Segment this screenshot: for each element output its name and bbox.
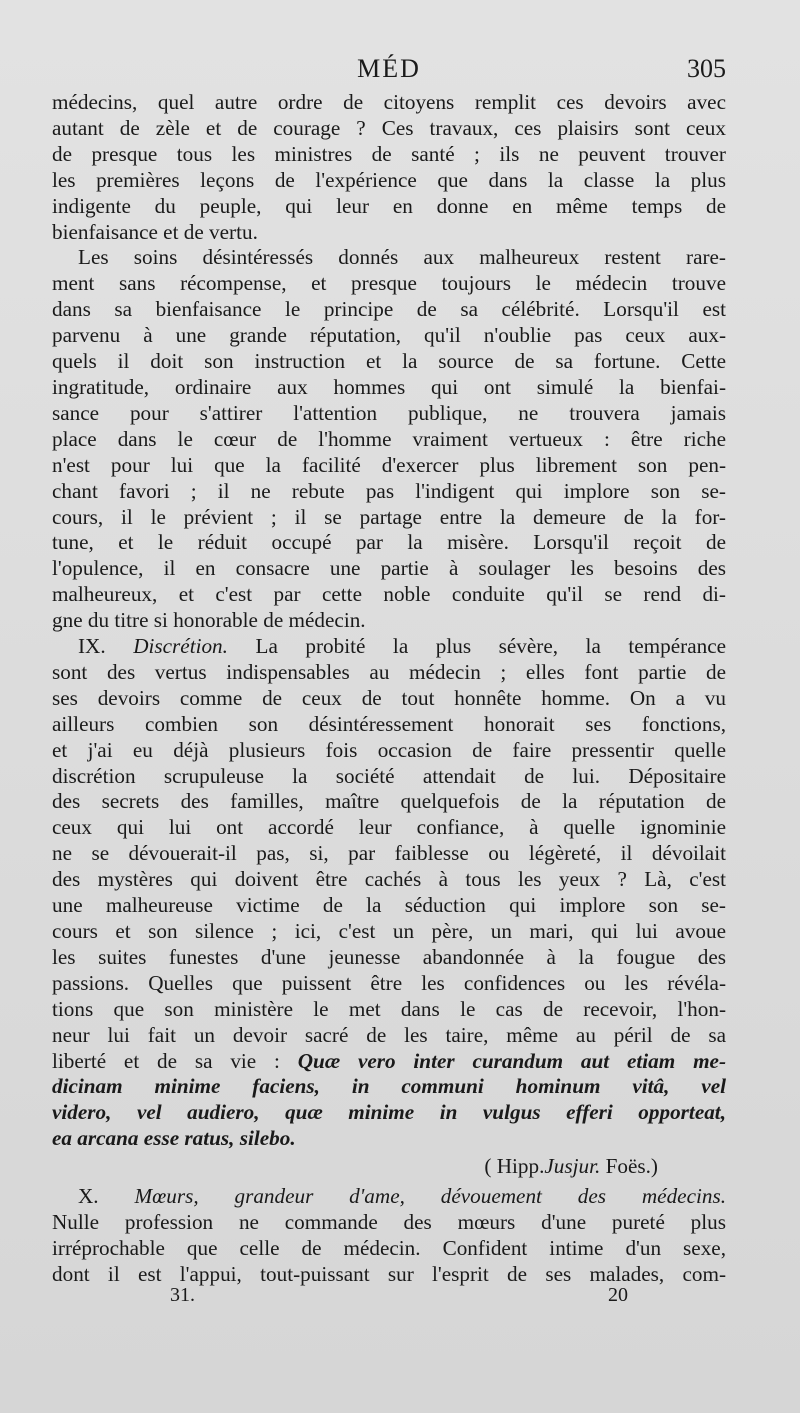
paragraph-continuation xyxy=(52,90,726,245)
text-line: l'opulence, il en consacre une partie à soulager les besoins des xyxy=(52,556,726,581)
latin-quote-line: dicinam minime faciens, in communi hominum vitâ, vel xyxy=(52,1074,726,1099)
citation-close: Foës.) xyxy=(605,1154,658,1179)
citation-work: Jusjur. xyxy=(544,1154,601,1179)
text-line: sont des vertus indispensables au médecin ; elles font partie de xyxy=(52,659,726,684)
text-line: et j'ai eu déjà plusieurs fois occasion de faire pressentir quelle xyxy=(52,737,726,762)
signature-mark: 31. xyxy=(170,1284,195,1306)
text-line: dans sa bienfaisance le principe de sa célébrité. Lorsqu'il est xyxy=(52,297,726,322)
text-line: irréprochable que celle de médecin. Confident intime d'un sexe, xyxy=(52,1235,726,1260)
paragraph-soins xyxy=(52,245,726,634)
text-line: de presque tous les ministres de santé ; ils ne peuvent trouver xyxy=(52,141,726,166)
sheet-number: 20 xyxy=(608,1284,628,1306)
text-line: ailleurs combien son désintéressement honorait ses fonctions, xyxy=(52,711,726,736)
running-head: MÉD xyxy=(357,54,421,83)
body-text xyxy=(52,90,726,1288)
section-number: IX. xyxy=(78,634,106,659)
quote-intro-line xyxy=(52,1049,726,1075)
text-line: ment sans récompense, et presque toujours le médecin trouve xyxy=(52,271,726,296)
latin-quote-line: videro, vel audiero, quæ minime in vulgus efferi opporteat, xyxy=(52,1100,726,1125)
text-line: les suites funestes d'une jeunesse abandonnée à la fougue des xyxy=(52,944,726,969)
text-line: tune, et le réduit occupé par la misère. Lorsqu'il reçoit de xyxy=(52,530,726,555)
text-line: ceux qui lui ont accordé leur confiance, à quelle ignominie xyxy=(52,815,726,840)
text-line: n'est pour lui que la facilité d'exercer plus librement son pen- xyxy=(52,452,726,477)
text-fragment: liberté et de sa vie : xyxy=(52,1048,280,1073)
section-title: Discrétion. xyxy=(133,634,228,659)
latin-quote: Quæ vero inter curandum aut etiam me- xyxy=(297,1048,727,1073)
section-discretion xyxy=(52,634,726,1180)
section-heading-line xyxy=(52,1184,726,1210)
text-line: ne se dévouerait-il pas, si, par faiblesse ou légèreté, il dévoilait xyxy=(52,841,726,866)
text-line: des mystères qui doivent être cachés à tous les yeux ? Là, c'est xyxy=(52,867,726,892)
page-number: 305 xyxy=(687,54,726,83)
text-line: ses devoirs comme de ceux de tout honnête homme. On a vu xyxy=(52,685,726,710)
section-title: Mœurs, grandeur d'ame, dévouement des médecins. xyxy=(134,1184,726,1209)
text-line: médecins, quel autre ordre de citoyens remplit ces devoirs avec xyxy=(52,90,726,114)
text-line: malheureux, et c'est par cette noble conduite qu'il se rend di- xyxy=(52,582,726,607)
citation-open: ( Hipp. xyxy=(484,1154,545,1179)
text-line: indigente du peuple, qui leur en donne en même temps de xyxy=(52,193,726,218)
section-heading-line xyxy=(52,634,726,660)
text-line: quels il doit son instruction et la source de sa fortune. Cette xyxy=(52,349,726,374)
text-line: passions. Quelles que puissent être les confidences ou les révéla- xyxy=(52,970,726,995)
text-line: tions que son ministère le met dans le cas de recevoir, l'hon- xyxy=(52,996,726,1021)
text-line: cours, il le prévient ; il se partage entre la demeure de la for- xyxy=(52,504,726,529)
text-line: ingratitude, ordinaire aux hommes qui ont simulé la bienfai- xyxy=(52,374,726,399)
section-number: X. xyxy=(78,1184,99,1209)
text-line: dont il est l'appui, tout-puissant sur l'esprit de ses malades, com- xyxy=(52,1261,726,1286)
text-line: bienfaisance et de vertu. xyxy=(52,219,258,244)
page-header xyxy=(52,54,726,88)
section-moeurs xyxy=(52,1184,726,1288)
text-line: cours et son silence ; ici, c'est un père, un mari, qui lui avoue xyxy=(52,919,726,943)
text-line: des secrets des familles, maître quelquefois de la réputation de xyxy=(52,789,726,814)
text-line: discrétion scrupuleuse la société attendait de lui. Dépositaire xyxy=(52,763,726,788)
text-line: chant favori ; il ne rebute pas l'indigent qui implore son se- xyxy=(52,478,726,503)
text-line: autant de zèle et de courage ? Ces travaux, ces plaisirs sont ceux xyxy=(52,115,726,140)
text-line: parvenu à une grande réputation, qu'il n'oublie pas ceux aux- xyxy=(52,323,726,348)
text-line: place dans le cœur de l'homme vraiment vertueux : être riche xyxy=(52,426,726,451)
text-line: neur lui fait un devoir sacré de les taire, même au péril de sa xyxy=(52,1022,726,1047)
text-line: Les soins désintéressés donnés aux malheureux restent rare- xyxy=(78,245,726,270)
text-line: les premières leçons de l'expérience que dans la classe la plus xyxy=(52,167,726,192)
text-line: Nulle profession ne commande des mœurs d'une pureté plus xyxy=(52,1209,726,1234)
text-line: gne du titre si honorable de médecin. xyxy=(52,608,366,633)
page-footer xyxy=(52,1284,726,1314)
text-line: sance pour s'attirer l'attention publique, ne trouvera jamais xyxy=(52,400,726,425)
citation xyxy=(52,1154,726,1180)
latin-quote-line: ea arcana esse ratus, silebo. xyxy=(52,1126,296,1151)
text-fragment: La probité la plus sévère, la tempérance xyxy=(255,634,727,659)
text-line: une malheureuse victime de la séduction qui implore son se- xyxy=(52,893,726,918)
